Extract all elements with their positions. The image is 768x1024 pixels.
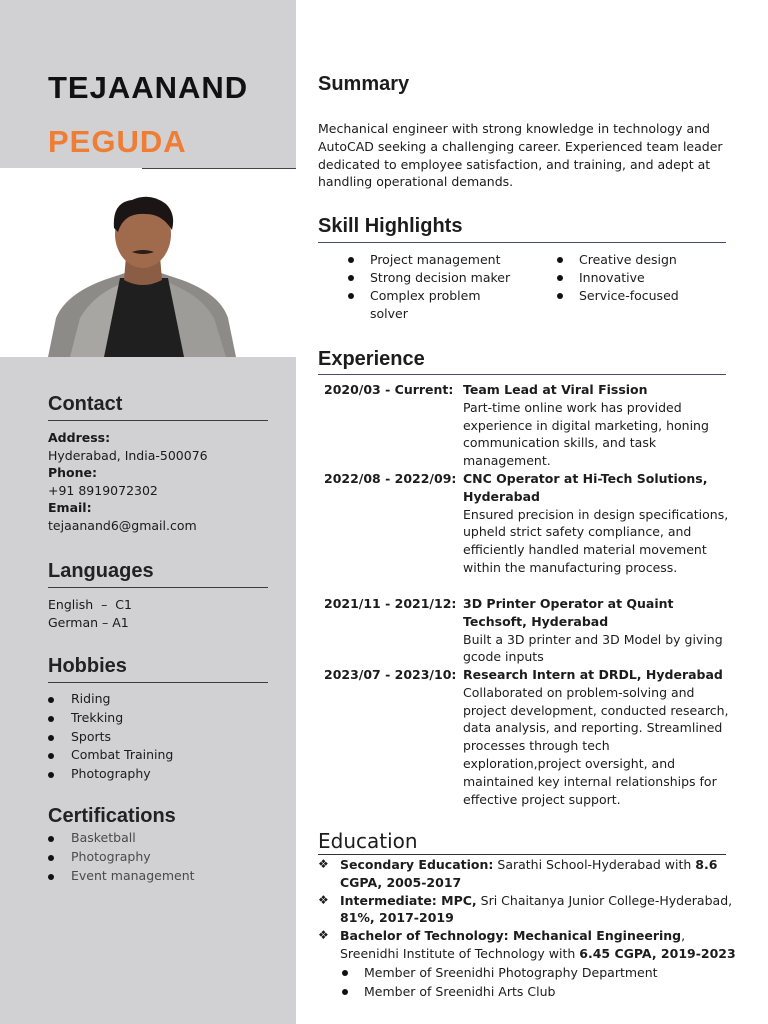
language-item: German – A1 <box>48 614 129 630</box>
skills-divider <box>318 242 726 243</box>
hobbies-list <box>48 690 173 784</box>
skill-item: Creative design <box>555 251 725 269</box>
phone-value: +91 8919072302 <box>48 482 158 498</box>
language-item: English – C1 <box>48 597 132 612</box>
education-divider <box>318 854 726 855</box>
education-label: Bachelor of Technology: Mechanical Engineering <box>340 928 682 944</box>
skills-list-left <box>346 251 526 323</box>
person-portrait-icon <box>0 168 296 357</box>
experience-title: Team Lead at Viral Fission <box>463 382 648 397</box>
languages-heading: Languages <box>48 560 154 582</box>
diamond-bullet-icon: ❖ <box>318 857 329 871</box>
contact-divider <box>48 420 268 421</box>
education-item <box>318 927 738 963</box>
hobby-item: Sports <box>48 728 173 747</box>
experience-title: CNC Operator at Hi-Tech Solutions, Hyderabad <box>463 471 708 504</box>
experience-title: 3D Printer Operator at Quaint Techsoft, Hyderabad <box>463 596 674 629</box>
first-name: TEJAANAND <box>48 70 249 105</box>
hobby-item: Combat Training <box>48 746 173 765</box>
diamond-bullet-icon: ❖ <box>318 892 329 907</box>
phone-label: Phone: <box>48 465 98 481</box>
hobby-item: Photography <box>48 765 173 784</box>
experience-description: Built a 3D printer and 3D Model by giving gcode inputs <box>463 631 723 665</box>
education-membership: Member of Sreenidhi Arts Club <box>318 983 738 1001</box>
certifications-heading: Certifications <box>48 805 176 827</box>
skill-item: Strong decision maker <box>346 269 526 287</box>
education-text: Sarathi School-Hyderabad with <box>493 857 696 872</box>
experience-heading: Experience <box>318 348 425 370</box>
skill-item: Innovative <box>555 269 725 287</box>
address-label: Address: <box>48 430 111 445</box>
hobbies-heading: Hobbies <box>48 655 127 677</box>
summary-heading: Summary <box>318 73 410 95</box>
education-result: 81%, 2017-2019 <box>340 910 454 926</box>
certification-item: Event management <box>48 867 195 886</box>
education-item <box>318 856 738 892</box>
education-heading: Education <box>318 829 418 853</box>
certification-item: Basketball <box>48 829 195 848</box>
education-label: Secondary Education: <box>340 857 494 872</box>
experience-dates: 2021/11 - 2021/12: <box>324 596 457 611</box>
education-result: 8.6 CGPA, 2005-2017 <box>340 857 718 890</box>
education-text: , Sreenidhi Institute of Technology with <box>340 928 686 961</box>
experience-title: Research Intern at DRDL, Hyderabad <box>463 667 723 682</box>
education-membership: Member of Sreenidhi Photography Department <box>318 964 738 982</box>
skill-item: Project management <box>346 251 526 269</box>
contact-details <box>48 429 208 535</box>
email-value[interactable]: tejaanand6@gmail.com <box>48 517 197 533</box>
experience-dates: 2022/08 - 2022/09: <box>324 471 457 486</box>
skills-heading: Skill Highlights <box>318 215 463 237</box>
address-value: Hyderabad, India-500076 <box>48 447 208 463</box>
email-label: Email: <box>48 500 92 516</box>
summary-text: Mechanical engineer with strong knowledge in technology and AutoCAD seeking a challenging career. Experienced team leader dedicated to employee satisfaction, and training, and adept at handling operational demands. <box>318 121 723 190</box>
last-name: PEGUDA <box>48 124 187 159</box>
languages-divider <box>48 587 268 588</box>
hobby-item: Riding <box>48 690 173 709</box>
hobby-item: Trekking <box>48 709 173 728</box>
experience-description: Ensured precision in design specifications, upheld strict safety compliance, and efficiently handled material movement within the manufacturing process. <box>463 506 729 575</box>
profile-photo <box>0 168 296 357</box>
experience-dates: 2023/07 - 2023/10: <box>324 667 457 682</box>
skills-list-right <box>555 251 725 305</box>
experience-description: Part-time online work has provided experience in digital marketing, honing communication skills, and task management. <box>463 399 709 469</box>
languages-list <box>48 596 132 631</box>
education-item <box>318 892 738 928</box>
experience-description: Collaborated on problem-solving and project development, conducted research, data analysis, and reporting. Streamlined processes through tech exploration,project oversight, and maintained key internal relationships for effective project support. <box>463 684 729 807</box>
education-result: 6.45 CGPA, 2019-2023 <box>579 945 736 961</box>
education-label: Intermediate: MPC, <box>340 892 477 908</box>
experience-divider <box>318 374 726 375</box>
education-text: Sri Chaitanya Junior College-Hyderabad, <box>476 892 733 908</box>
skill-item: Service-focused <box>555 287 725 305</box>
experience-dates: 2020/03 - Current: <box>324 382 454 397</box>
diamond-bullet-icon: ❖ <box>318 928 329 943</box>
skill-item: Complex problem solver <box>346 287 490 323</box>
contact-heading: Contact <box>48 393 123 415</box>
certification-item: Photography <box>48 848 195 867</box>
photo-divider <box>142 168 296 169</box>
education-list <box>318 856 738 1000</box>
hobbies-divider <box>48 682 268 683</box>
certifications-list <box>48 829 195 885</box>
